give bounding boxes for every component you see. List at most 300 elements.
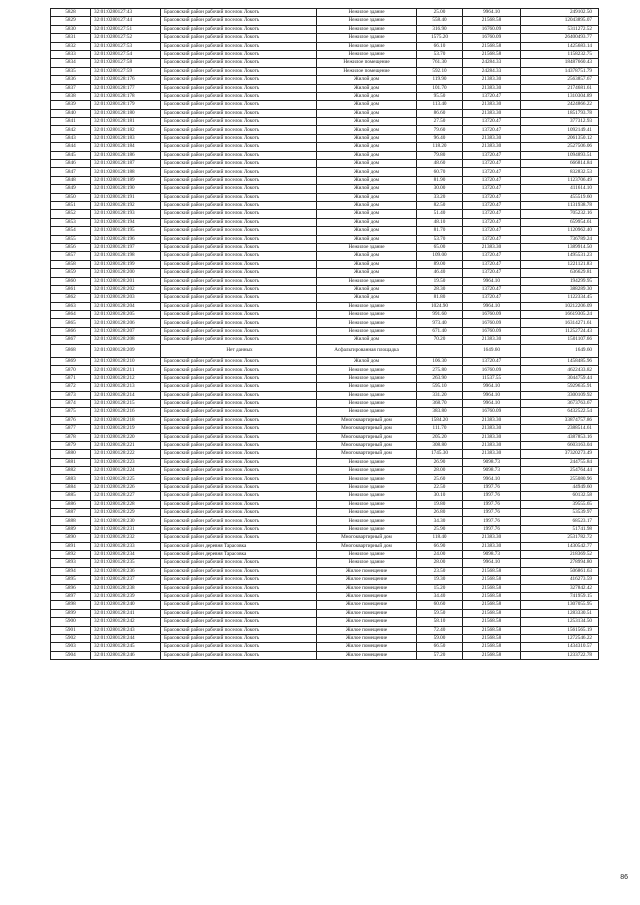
table-row — [51, 336, 599, 344]
unit-value-cell: 16760.09 — [463, 319, 521, 327]
area-cell: 28.00 — [417, 559, 463, 567]
area-cell: 316.90 — [417, 25, 463, 33]
table-row — [51, 134, 599, 142]
row-number-cell: 5900 — [51, 618, 91, 626]
address-cell: Брасовский район рабочий поселок Локоть — [161, 218, 317, 226]
cadastral-number-cell: 32:01:0280128:216 — [91, 408, 161, 416]
area-cell: 592.10 — [417, 67, 463, 75]
cadastral-value-cell: 411614.10 — [521, 185, 599, 193]
unit-value-cell: 21383.30 — [463, 542, 521, 550]
object-type-cell: Нежилое здание — [317, 42, 417, 50]
cadastral-number-cell: 32:01:0280128:235 — [91, 559, 161, 567]
table-row — [51, 50, 599, 58]
row-number-cell: 5889 — [51, 525, 91, 533]
page-number: 86 — [620, 874, 628, 881]
table-row — [51, 584, 599, 592]
area-cell: 96.40 — [417, 134, 463, 142]
row-number-cell: 5885 — [51, 492, 91, 500]
cadastral-number-cell: 32:01:0280128:229 — [91, 509, 161, 517]
address-cell: Брасовский район рабочий поселок Локоть — [161, 441, 317, 449]
row-number-cell: 5834 — [51, 59, 91, 67]
object-type-cell: Нежилое здание — [317, 9, 417, 17]
row-number-cell: 5898 — [51, 601, 91, 609]
cadastral-number-cell: 32:01:0280128:209 — [91, 344, 161, 357]
cadastral-value-cell: 278994.80 — [521, 559, 599, 567]
area-cell: 60.70 — [417, 168, 463, 176]
address-cell: Брасовский район рабочий поселок Локоть — [161, 277, 317, 285]
cadastral-value-cell: 254764.44 — [521, 467, 599, 475]
cadastral-value-cell: 14378751.79 — [521, 67, 599, 75]
row-number-cell: 5836 — [51, 76, 91, 84]
area-cell: 22.50 — [417, 483, 463, 491]
object-type-cell: Нежилое здание — [317, 551, 417, 559]
table-row — [51, 609, 599, 617]
cadastral-number-cell: 32:01:0280128:177 — [91, 84, 161, 92]
address-cell: Брасовский район рабочий поселок Локоть — [161, 458, 317, 466]
object-type-cell: Нежилое здание — [317, 243, 417, 251]
unit-value-cell: 13720.47 — [463, 252, 521, 260]
area-cell: 95.50 — [417, 92, 463, 100]
cadastral-number-cell: 32:01:0280128:213 — [91, 383, 161, 391]
table-row — [51, 458, 599, 466]
unit-value-cell: 13720.47 — [463, 235, 521, 243]
table-row — [51, 92, 599, 100]
unit-value-cell: 9098.73 — [463, 458, 521, 466]
address-cell: Брасовский район рабочий поселок Локоть — [161, 626, 317, 634]
row-number-cell: 5838 — [51, 92, 91, 100]
address-cell: Брасовский район рабочий поселок Локоть — [161, 525, 317, 533]
table-row — [51, 25, 599, 33]
address-cell: Брасовский район рабочий поселок Локоть — [161, 294, 317, 302]
cadastral-number-cell: 32:01:0280128:194 — [91, 218, 161, 226]
address-cell: Брасовский район рабочий поселок Локоть — [161, 319, 317, 327]
unit-value-cell: 21568.58 — [463, 609, 521, 617]
unit-value-cell: 13720.47 — [463, 168, 521, 176]
area-cell: 1745.30 — [417, 450, 463, 458]
cadastral-value-cell: 2388514.61 — [521, 425, 599, 433]
unit-value-cell: 16760.09 — [463, 366, 521, 374]
cadastral-number-cell: 32:01:0280128:240 — [91, 601, 161, 609]
area-cell — [417, 344, 463, 357]
area-cell: 48.10 — [417, 218, 463, 226]
address-cell: Брасовский район рабочий поселок Локоть — [161, 651, 317, 659]
table-row — [51, 358, 599, 366]
table-row — [51, 327, 599, 335]
row-number-cell: 5857 — [51, 252, 91, 260]
area-cell: 33.20 — [417, 193, 463, 201]
cadastral-number-cell: 32:01:0280128:208 — [91, 336, 161, 344]
area-cell: 671.40 — [417, 327, 463, 335]
unit-value-cell: 9964.10 — [463, 559, 521, 567]
area-cell: 761.30 — [417, 59, 463, 67]
cadastral-value-cell: 1501107.66 — [521, 336, 599, 344]
address-cell: Брасовский район рабочий поселок Локоть — [161, 227, 317, 235]
address-cell: Брасовский район рабочий поселок Локоть — [161, 601, 317, 609]
cadastral-number-cell: 32:01:0280127:53 — [91, 42, 161, 50]
object-type-cell: Нежилое здание — [317, 559, 417, 567]
cadastral-value-cell: 1458485.96 — [521, 358, 599, 366]
row-number-cell: 5876 — [51, 416, 91, 424]
table-row — [51, 101, 599, 109]
object-type-cell: Нежилое здание — [317, 374, 417, 382]
address-cell: Брасовский район рабочий поселок Локоть — [161, 576, 317, 584]
area-cell: 48.60 — [417, 160, 463, 168]
object-type-cell: Жилой дом — [317, 134, 417, 142]
unit-value-cell: 21568.58 — [463, 17, 521, 25]
row-number-cell: 5875 — [51, 408, 91, 416]
address-cell: Брасовский район рабочий поселок Локоть — [161, 311, 317, 319]
cadastral-number-cell: 32:01:0280128:184 — [91, 143, 161, 151]
row-number-cell: 5887 — [51, 509, 91, 517]
table-row — [51, 260, 599, 268]
unit-value-cell: 21568.58 — [463, 601, 521, 609]
cadastral-value-cell: 68523.17 — [521, 517, 599, 525]
area-cell: 24.00 — [417, 551, 463, 559]
area-cell: 118.20 — [417, 143, 463, 151]
area-cell: 46.40 — [417, 269, 463, 277]
cadastral-number-cell: 32:01:0280128:241 — [91, 609, 161, 617]
unit-value-cell: 16760.09 — [463, 408, 521, 416]
address-cell: Брасовский район рабочий поселок Локоть — [161, 235, 317, 243]
object-type-cell: Жилой дом — [317, 201, 417, 209]
cadastral-number-cell: 32:01:0280127:43 — [91, 9, 161, 17]
cadastral-value-cell: 1122334.45 — [521, 294, 599, 302]
row-number-cell: 5901 — [51, 626, 91, 634]
cadastral-number-cell: 32:01:0280128:219 — [91, 425, 161, 433]
object-type-cell: Жилой дом — [317, 118, 417, 126]
unit-value-cell: 21383.30 — [463, 534, 521, 542]
unit-value-cell: 13720.47 — [463, 269, 521, 277]
cadastral-value-cell: 666814.84 — [521, 160, 599, 168]
row-number-cell: 5859 — [51, 269, 91, 277]
unit-value-cell: 13720.47 — [463, 358, 521, 366]
table-row — [51, 441, 599, 449]
cadastral-number-cell: 32:01:0280128:227 — [91, 492, 161, 500]
cadastral-number-cell: 32:01:0280128:188 — [91, 168, 161, 176]
address-cell: Брасовский район рабочий поселок Локоть — [161, 185, 317, 193]
object-type-cell: Жилое помещение — [317, 601, 417, 609]
row-number-cell: 5835 — [51, 67, 91, 75]
table-row — [51, 643, 599, 651]
row-number-cell: 5856 — [51, 243, 91, 251]
table-row — [51, 311, 599, 319]
address-cell: Брасовский район рабочий поселок Локоть — [161, 408, 317, 416]
area-cell: 57.20 — [417, 651, 463, 659]
table-row — [51, 277, 599, 285]
cadastral-value-cell: 659954.61 — [521, 218, 599, 226]
cadastral-value-cell: 5311272.52 — [521, 25, 599, 33]
cadastral-number-cell: 32:01:0280128:186 — [91, 151, 161, 159]
unit-value-cell: 1997.76 — [463, 525, 521, 533]
unit-value-cell: 13720.47 — [463, 285, 521, 293]
object-type-cell: Нежилое здание — [317, 311, 417, 319]
area-cell: 53.70 — [417, 235, 463, 243]
unit-value-cell: 21568.58 — [463, 626, 521, 634]
address-cell: Брасовский район рабочий поселок Локоть — [161, 9, 317, 17]
row-number-cell: 5877 — [51, 425, 91, 433]
address-cell: Брасовский район рабочий поселок Локоть — [161, 500, 317, 508]
cadastral-value-cell: 53539.97 — [521, 509, 599, 517]
cadastral-value-cell: 4387853.16 — [521, 433, 599, 441]
cadastral-value-cell: 255080.96 — [521, 475, 599, 483]
object-type-cell: Жилой дом — [317, 143, 417, 151]
area-cell: 119.90 — [417, 76, 463, 84]
cadastral-number-cell: 32:01:0280127:44 — [91, 17, 161, 25]
table-row — [51, 542, 599, 550]
unit-value-cell: 21383.30 — [463, 134, 521, 142]
cadastral-value-cell: 1120962.40 — [521, 227, 599, 235]
cadastral-value-cell: 705232.16 — [521, 210, 599, 218]
area-cell: 26.80 — [417, 509, 463, 517]
row-number-cell: 5841 — [51, 118, 91, 126]
unit-value-cell: 16760.09 — [463, 327, 521, 335]
row-number-cell: 5865 — [51, 319, 91, 327]
address-cell: Брасовский район рабочий поселок Локоть — [161, 285, 317, 293]
row-number-cell: 5828 — [51, 9, 91, 17]
cadastral-number-cell: 32:01:0280128:246 — [91, 651, 161, 659]
cadastral-number-cell: 32:01:0280127:59 — [91, 67, 161, 75]
table-row — [51, 391, 599, 399]
object-type-cell: Жилой дом — [317, 76, 417, 84]
object-type-cell: Жилой дом — [317, 92, 417, 100]
object-type-cell: Нежилое помещение — [317, 59, 417, 67]
row-number-cell: 5881 — [51, 458, 91, 466]
object-type-cell: Жилой дом — [317, 185, 417, 193]
row-number-cell: 5831 — [51, 34, 91, 42]
table-row — [51, 509, 599, 517]
unit-value-cell: 16760.09 — [463, 25, 521, 33]
address-cell: Брасовский район рабочий поселок Локоть — [161, 160, 317, 168]
cadastral-value-cell: 4622433.82 — [521, 366, 599, 374]
table-row — [51, 576, 599, 584]
unit-value-cell: 13720.47 — [463, 92, 521, 100]
row-number-cell: 5870 — [51, 366, 91, 374]
row-number-cell: 5842 — [51, 126, 91, 134]
row-number-cell: 5846 — [51, 160, 91, 168]
row-number-cell: 5884 — [51, 483, 91, 491]
address-cell: Брасовский район рабочий поселок Локоть — [161, 168, 317, 176]
unit-value-cell: 24284.33 — [463, 59, 521, 67]
object-type-cell: Нежилое здание — [317, 319, 417, 327]
unit-value-cell: 21383.30 — [463, 143, 521, 151]
object-type-cell: Многоквартирный дом — [317, 441, 417, 449]
cadastral-value-cell: 1307055.95 — [521, 601, 599, 609]
object-type-cell: Многоквартирный дом — [317, 433, 417, 441]
area-cell: 368.70 — [417, 399, 463, 407]
table-row — [51, 269, 599, 277]
object-type-cell: Жилой дом — [317, 101, 417, 109]
unit-value-cell: 13720.47 — [463, 151, 521, 159]
cadastral-value-cell: 51741.98 — [521, 525, 599, 533]
row-number-cell: 5893 — [51, 559, 91, 567]
table-row — [51, 193, 599, 201]
cadastral-number-cell: 32:01:0280128:180 — [91, 109, 161, 117]
address-cell: Брасовский район рабочий поселок Локоть — [161, 492, 317, 500]
object-type-cell: Нежилое здание — [317, 492, 417, 500]
area-cell: 263.90 — [417, 374, 463, 382]
object-type-cell: Жилое помещение — [317, 592, 417, 600]
unit-value-cell: 21383.30 — [463, 416, 521, 424]
row-number-cell: 5891 — [51, 542, 91, 550]
cadastral-value-cell: 1851793.78 — [521, 109, 599, 117]
address-cell: Брасовский район рабочий поселок Локоть — [161, 399, 317, 407]
object-type-cell: Нежилое здание — [317, 34, 417, 42]
unit-value-cell: 21383.30 — [463, 243, 521, 251]
unit-value-cell: 9964.10 — [463, 383, 521, 391]
address-cell: Брасовский район рабочий поселок Локоть — [161, 17, 317, 25]
unit-value-cell: 21568.58 — [463, 618, 521, 626]
address-cell: Брасовский район рабочий поселок Локоть — [161, 260, 317, 268]
address-cell: Брасовский район рабочий поселок Локоть — [161, 450, 317, 458]
cadastral-number-cell: 32:01:0280128:206 — [91, 319, 161, 327]
cadastral-value-cell: 16619305.24 — [521, 311, 599, 319]
address-cell: Брасовский район рабочий поселок Локоть — [161, 176, 317, 184]
area-cell: 59.50 — [417, 609, 463, 617]
cadastral-value-cell: 1495531.23 — [521, 252, 599, 260]
area-cell: 59.00 — [417, 634, 463, 642]
unit-value-cell: 1649.60 — [463, 344, 521, 357]
object-type-cell: Многоквартирный дом — [317, 450, 417, 458]
cadastral-value-cell: 455519.60 — [521, 193, 599, 201]
object-type-cell: Жилое помещение — [317, 626, 417, 634]
area-cell: 19.50 — [417, 277, 463, 285]
area-cell: 101.70 — [417, 84, 463, 92]
address-cell: Брасовский район рабочий поселок Локоть — [161, 336, 317, 344]
row-number-cell: 5837 — [51, 84, 91, 92]
cadastral-value-cell: 1434310.57 — [521, 643, 599, 651]
unit-value-cell: 13720.47 — [463, 193, 521, 201]
cadastral-number-cell: 32:01:0280128:183 — [91, 134, 161, 142]
row-number-cell: 5833 — [51, 50, 91, 58]
address-cell: Брасовский район рабочий поселок Локоть — [161, 534, 317, 542]
unit-value-cell: 21568.58 — [463, 584, 521, 592]
area-cell: 25.90 — [417, 525, 463, 533]
unit-value-cell: 13720.47 — [463, 260, 521, 268]
row-number-cell: 5847 — [51, 168, 91, 176]
object-type-cell: Жилой дом — [317, 252, 417, 260]
area-cell: 66.90 — [417, 542, 463, 550]
row-number-cell: 5899 — [51, 609, 91, 617]
cadastral-number-cell: 32:01:0280128:196 — [91, 235, 161, 243]
address-cell: Брасовский район рабочий поселок Локоть — [161, 383, 317, 391]
unit-value-cell: 21568.58 — [463, 634, 521, 642]
object-type-cell: Многоквартирный дом — [317, 542, 417, 550]
object-type-cell: Жилой дом — [317, 168, 417, 176]
address-cell: Брасовский район рабочий поселок Локоть — [161, 201, 317, 209]
table-row — [51, 42, 599, 50]
area-cell: 79.60 — [417, 126, 463, 134]
address-cell: Брасовский район рабочий поселок Локоть — [161, 84, 317, 92]
area-cell: 1024.90 — [417, 302, 463, 310]
table-row — [51, 618, 599, 626]
table-row — [51, 450, 599, 458]
unit-value-cell: 21383.30 — [463, 76, 521, 84]
cadastral-number-cell: 32:01:0280127:54 — [91, 50, 161, 58]
cadastral-number-cell: 32:01:0280128:236 — [91, 567, 161, 575]
object-type-cell: Жилой дом — [317, 358, 417, 366]
cadastral-value-cell: 60132.58 — [521, 492, 599, 500]
cadastral-number-cell: 32:01:0280128:238 — [91, 584, 161, 592]
object-type-cell: Нежилое здание — [317, 327, 417, 335]
cadastral-number-cell: 32:01:0280128:182 — [91, 126, 161, 134]
area-cell: 66.50 — [417, 643, 463, 651]
table-row — [51, 416, 599, 424]
table-row — [51, 168, 599, 176]
address-cell: Нет данных — [161, 344, 317, 357]
unit-value-cell: 21383.30 — [463, 336, 521, 344]
unit-value-cell: 13720.47 — [463, 118, 521, 126]
table-row — [51, 34, 599, 42]
table-row — [51, 143, 599, 151]
address-cell: Брасовский район рабочий поселок Локоть — [161, 517, 317, 525]
unit-value-cell: 13720.47 — [463, 210, 521, 218]
cadastral-number-cell: 32:01:0280128:233 — [91, 542, 161, 550]
area-cell: 81.80 — [417, 294, 463, 302]
cadastral-number-cell: 32:01:0280128:232 — [91, 534, 161, 542]
address-cell: Брасовский район рабочий поселок Локоть — [161, 618, 317, 626]
object-type-cell: Жилое помещение — [317, 634, 417, 642]
address-cell: Брасовский район рабочий поселок Локоть — [161, 243, 317, 251]
cadastral-value-cell: 388289.30 — [521, 285, 599, 293]
area-cell: 81.90 — [417, 176, 463, 184]
object-type-cell: Жилой дом — [317, 84, 417, 92]
cadastral-value-cell: 1092149.41 — [521, 126, 599, 134]
row-number-cell: 5868 — [51, 344, 91, 357]
cadastral-value-cell: 12043895.07 — [521, 17, 599, 25]
row-number-cell: 5844 — [51, 143, 91, 151]
cadastral-number-cell: 32:01:0280128:176 — [91, 76, 161, 84]
unit-value-cell: 21383.30 — [463, 433, 521, 441]
row-number-cell: 5861 — [51, 285, 91, 293]
object-type-cell: Жилой дом — [317, 126, 417, 134]
object-type-cell: Нежилое здание — [317, 50, 417, 58]
object-type-cell: Нежилое здание — [317, 408, 417, 416]
row-number-cell: 5895 — [51, 576, 91, 584]
cadastral-value-cell: 1221121.83 — [521, 260, 599, 268]
cadastral-value-cell: 26400493.77 — [521, 34, 599, 42]
table-row — [51, 109, 599, 117]
row-number-cell: 5880 — [51, 450, 91, 458]
unit-value-cell: 16760.09 — [463, 34, 521, 42]
unit-value-cell: 13720.47 — [463, 201, 521, 209]
unit-value-cell: 9964.10 — [463, 9, 521, 17]
table-row — [51, 84, 599, 92]
table-row — [51, 151, 599, 159]
cadastral-value-cell: 1430542.77 — [521, 542, 599, 550]
table-row — [51, 176, 599, 184]
area-cell: 558.40 — [417, 17, 463, 25]
object-type-cell: Нежилое здание — [317, 399, 417, 407]
table-row — [51, 118, 599, 126]
object-type-cell: Нежилое здание — [317, 475, 417, 483]
cadastral-value-cell: 33874757.86 — [521, 416, 599, 424]
object-type-cell: Жилой дом — [317, 109, 417, 117]
table-row — [51, 210, 599, 218]
unit-value-cell: 13720.47 — [463, 218, 521, 226]
area-cell: 973.40 — [417, 319, 463, 327]
area-cell: 66.10 — [417, 42, 463, 50]
object-type-cell: Нежилое здание — [317, 277, 417, 285]
row-number-cell: 5845 — [51, 151, 91, 159]
row-number-cell: 5843 — [51, 134, 91, 142]
address-cell: Брасовский район рабочий поселок Локоть — [161, 643, 317, 651]
cadastral-number-cell: 32:01:0280128:178 — [91, 92, 161, 100]
unit-value-cell: 21383.30 — [463, 441, 521, 449]
object-type-cell: Жилое помещение — [317, 576, 417, 584]
object-type-cell: Нежилое здание — [317, 25, 417, 33]
table-row — [51, 344, 599, 357]
cadastral-value-cell: 1425683.14 — [521, 42, 599, 50]
